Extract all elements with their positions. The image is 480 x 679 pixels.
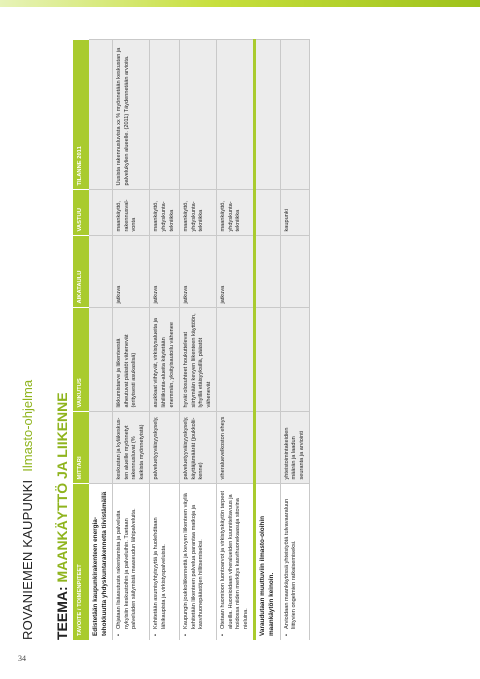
- col-header-vastuu: VASTUU: [73, 190, 89, 236]
- col-header-tilanne: TILANNE 2011: [73, 40, 89, 190]
- table-header-row: [73, 40, 89, 640]
- goal-text: Ohjataan lisäasutusta rakentamista ja palveluita nykyisiin keskustoihin ja palveluihin. Tuetaan palveluiden säilymistä maaseudun lähipalveluita.: [116, 508, 138, 629]
- theme-prefix: TEEMA:: [54, 582, 70, 640]
- tilanne-cell: [280, 40, 310, 190]
- section-title: Edistetään kaupunkirakenteen energiatehokkuutta yhdyskuntarakennetta tiivistämällä: [89, 484, 113, 640]
- vastuu-cell: maankäyttö, yhdyskuntatekniikka: [217, 190, 255, 236]
- goal-text: Otetaan huomioon luontoarvot ja virkistyskäytön tarpeet alueilla. Huomioidaan viheralueiden kuunniteltavuus ja hoidossa niiden merkitys kasvihuonekaasuja sitovina nieluina.: [220, 490, 249, 629]
- vastuu-cell: maankäyttö, yhdyskuntatekniikka: [180, 190, 217, 236]
- action-table: [73, 40, 310, 641]
- rotated-page-content: [20, 40, 420, 640]
- top-accent-bar: [0, 0, 480, 7]
- tilanne-cell: [217, 40, 255, 190]
- vastuu-cell: maankäyttö, rakennusvalvonta: [113, 190, 150, 236]
- section-row: [255, 40, 280, 640]
- table-row: [217, 40, 255, 640]
- aikataulu-cell: jatkuva: [150, 236, 180, 308]
- tilanne-cell: [180, 40, 217, 190]
- aikataulu-cell: [280, 236, 310, 308]
- tilanne-cell: [150, 40, 180, 190]
- mittari-cell: palveluetyyväisyyskysely, käyttäjämäärät (joukkoliikenne): [180, 412, 217, 484]
- header-program: Ilmasto-ohjelma: [20, 379, 35, 472]
- col-header-mittari: MITTARI: [73, 412, 89, 484]
- theme-title: [54, 392, 70, 640]
- tilanne-cell: Uusista rakennusluvista xx % myönnetään keskustan ja palvelukylien alueelle. (2011) Täydennetään arvioita.: [113, 40, 150, 190]
- bullet-icon: •: [283, 634, 290, 636]
- goal-text: Arvioidaan maankäytössä yhteistyötä tulvavaaraluun liittyvien ongelmien ratkaisemiseksi.: [283, 498, 298, 629]
- mittari-cell: viheraluevelkoston eheys: [217, 412, 255, 484]
- section-row: [89, 40, 113, 640]
- table-row: [150, 40, 180, 640]
- vastuu-cell: maankäyttö, yhdyskuntatekniikka: [150, 190, 180, 236]
- aikataulu-cell: jatkuva: [113, 236, 150, 308]
- page-number: 34: [18, 654, 26, 663]
- vaikutus-cell: [280, 308, 310, 412]
- vaikutus-cell: hyvät olosuhteet houkuttelevat siirtymään kevyen liikenteen käyttöön, lyhyillä etäisyyksillä, päästöt vähenevät: [180, 308, 217, 412]
- table-row: [280, 40, 310, 640]
- aikataulu-cell: jatkuva: [180, 236, 217, 308]
- mittari-cell: yhteistoimintakeidien määrän ja laadun seuranta ja arviointi: [280, 412, 310, 484]
- vaikutus-cell: asukkaat viihtyvät, virkistysalueita ja lähiliikunta-alueita käytetään enemmän, yksityisautoilu vähenee: [150, 308, 180, 412]
- page-header: [20, 40, 50, 640]
- mittari-cell: keskustan ja kyläkeskusten alueille myönnetyt rakennusluvat (% kaikista myönnetyistä): [113, 412, 150, 484]
- theme-name: MAANKÄYTTÖ JA LIIKENNE: [54, 392, 70, 583]
- vastuu-cell: kaupunki: [280, 190, 310, 236]
- table-row: [180, 40, 217, 640]
- goal-text: Kaupungin joukkoliikennettä ja kevyen liikenteen väyliä kehitetään liikenteen palvelua parantaa matkoja ja kasvihuonepäästöjen hillitsemiseksi.: [183, 493, 205, 629]
- bullet-icon: •: [220, 634, 227, 636]
- table-row: [113, 40, 150, 640]
- mittari-cell: palveluetyyväisyyskysely,: [150, 412, 180, 484]
- header-city: ROVANIEMEN KAUPUNKI: [20, 479, 35, 640]
- col-header-tavoite: TAVOITE / TOIMENPITEET: [73, 484, 89, 640]
- col-header-aikataulu: AIKATAULU: [73, 236, 89, 308]
- vaikutus-cell: liikkumistarve ja liikenteestä aiheutuvat päästöt vähenevät (erityisesti asukaslisä): [113, 308, 150, 412]
- bullet-icon: •: [116, 634, 123, 636]
- bullet-icon: •: [183, 634, 190, 636]
- goal-text: Kehitetään asumisyhtyisyyttä ja huolehditaan lähikaupista ja virkistyspalveluista.: [153, 517, 168, 629]
- aikataulu-cell: jatkuva: [217, 236, 255, 308]
- section-title: Varaudutaan muuttuviin ilmasto-oloihin maankäytön keinoin.: [255, 484, 280, 640]
- vaikutus-cell: [217, 308, 255, 412]
- bullet-icon: •: [153, 634, 160, 636]
- col-header-vaikutus: VAIKUTUS: [73, 308, 89, 412]
